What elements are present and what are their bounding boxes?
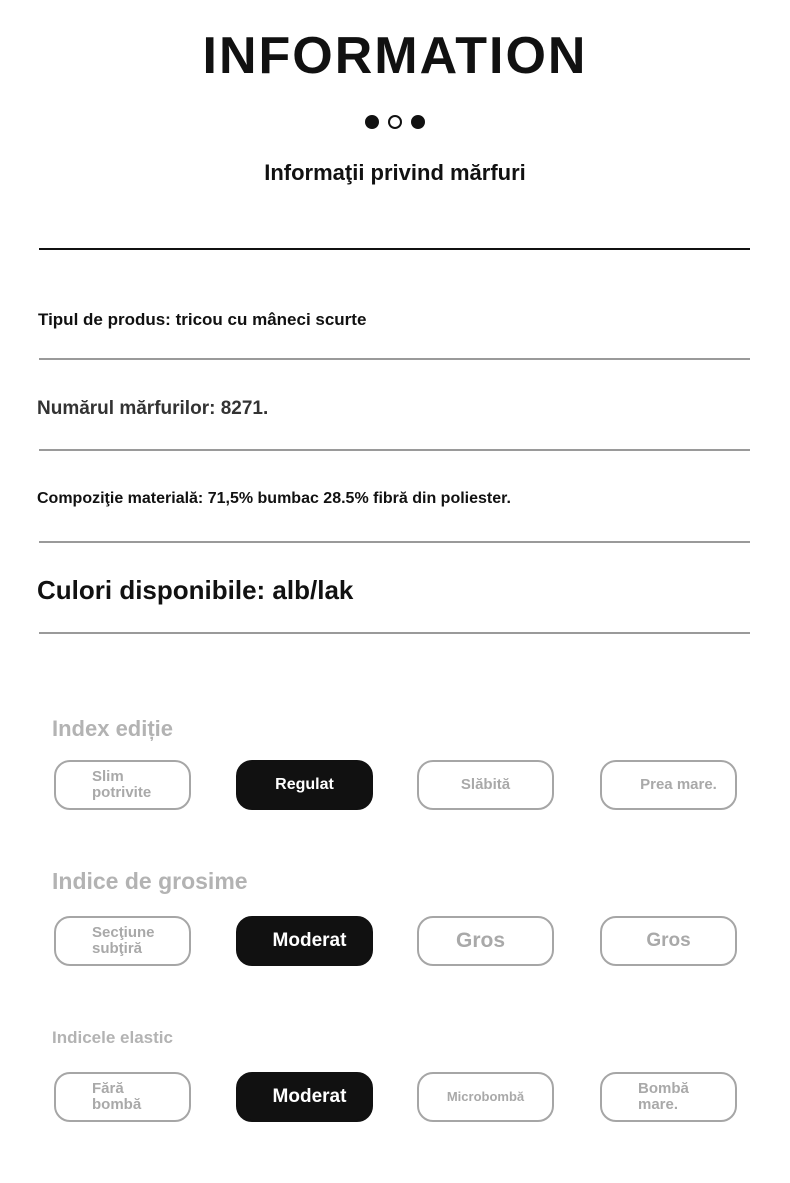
- elastic-option-moderate[interactable]: [236, 1072, 373, 1122]
- option-label: Slăbită: [460, 776, 511, 794]
- material-text: Compoziţie materială: 71,5% bumbac 28.5% fibră din poliester.: [37, 490, 511, 507]
- elastic-option-large[interactable]: [600, 1072, 737, 1122]
- option-label: Slim potrivite: [92, 768, 152, 801]
- page-dot-3[interactable]: [411, 115, 425, 129]
- option-label: Moderat: [272, 1086, 347, 1108]
- fit-option-slim[interactable]: [54, 760, 191, 810]
- fit-option-oversized[interactable]: [600, 760, 737, 810]
- fit-option-regular[interactable]: [236, 760, 373, 810]
- row-divider: [39, 358, 750, 360]
- page-dot-2[interactable]: [388, 115, 402, 129]
- option-label: Fără bombă: [92, 1080, 142, 1113]
- header-divider: [39, 248, 750, 250]
- thickness-option-moderate[interactable]: [236, 916, 373, 966]
- page-dot-1[interactable]: [365, 115, 379, 129]
- option-label: Moderat: [272, 930, 347, 952]
- fit-index-options: [0, 760, 790, 810]
- colors-text: Culori disponibile: alb/lak: [37, 575, 354, 605]
- thickness-option-thick-2[interactable]: [600, 916, 737, 966]
- section-subtitle: Informaţii privind mărfuri: [264, 160, 526, 185]
- elastic-index-options: [0, 1072, 790, 1122]
- option-label: Bombă mare.: [638, 1080, 689, 1113]
- row-divider: [39, 541, 750, 543]
- row-divider: [39, 632, 750, 634]
- option-label: Gros: [646, 930, 691, 952]
- item-number-text: Numărul mărfurilor: 8271.: [37, 398, 269, 419]
- row-divider: [39, 449, 750, 451]
- thickness-option-thick[interactable]: [417, 916, 554, 966]
- option-label: Microbombă: [446, 1089, 525, 1105]
- fit-option-loose[interactable]: [417, 760, 554, 810]
- fit-index-label: Index ediție: [52, 716, 174, 741]
- thickness-option-thin[interactable]: [54, 916, 191, 966]
- elastic-index-label: Indicele elastic: [52, 1028, 173, 1047]
- thickness-index-label: Indice de grosime: [52, 868, 248, 894]
- option-label: Gros: [455, 928, 505, 952]
- elastic-option-none[interactable]: [54, 1072, 191, 1122]
- product-type-text: Tipul de produs: tricou cu mâneci scurte: [38, 310, 367, 329]
- elastic-option-micro[interactable]: [417, 1072, 554, 1122]
- option-label: Prea mare.: [640, 776, 717, 794]
- thickness-index-options: [0, 916, 790, 966]
- option-label: Secţiune subţiră: [92, 924, 155, 957]
- option-label: Regulat: [275, 775, 334, 793]
- pagination-dots: [0, 115, 790, 129]
- page-title: INFORMATION: [202, 27, 588, 85]
